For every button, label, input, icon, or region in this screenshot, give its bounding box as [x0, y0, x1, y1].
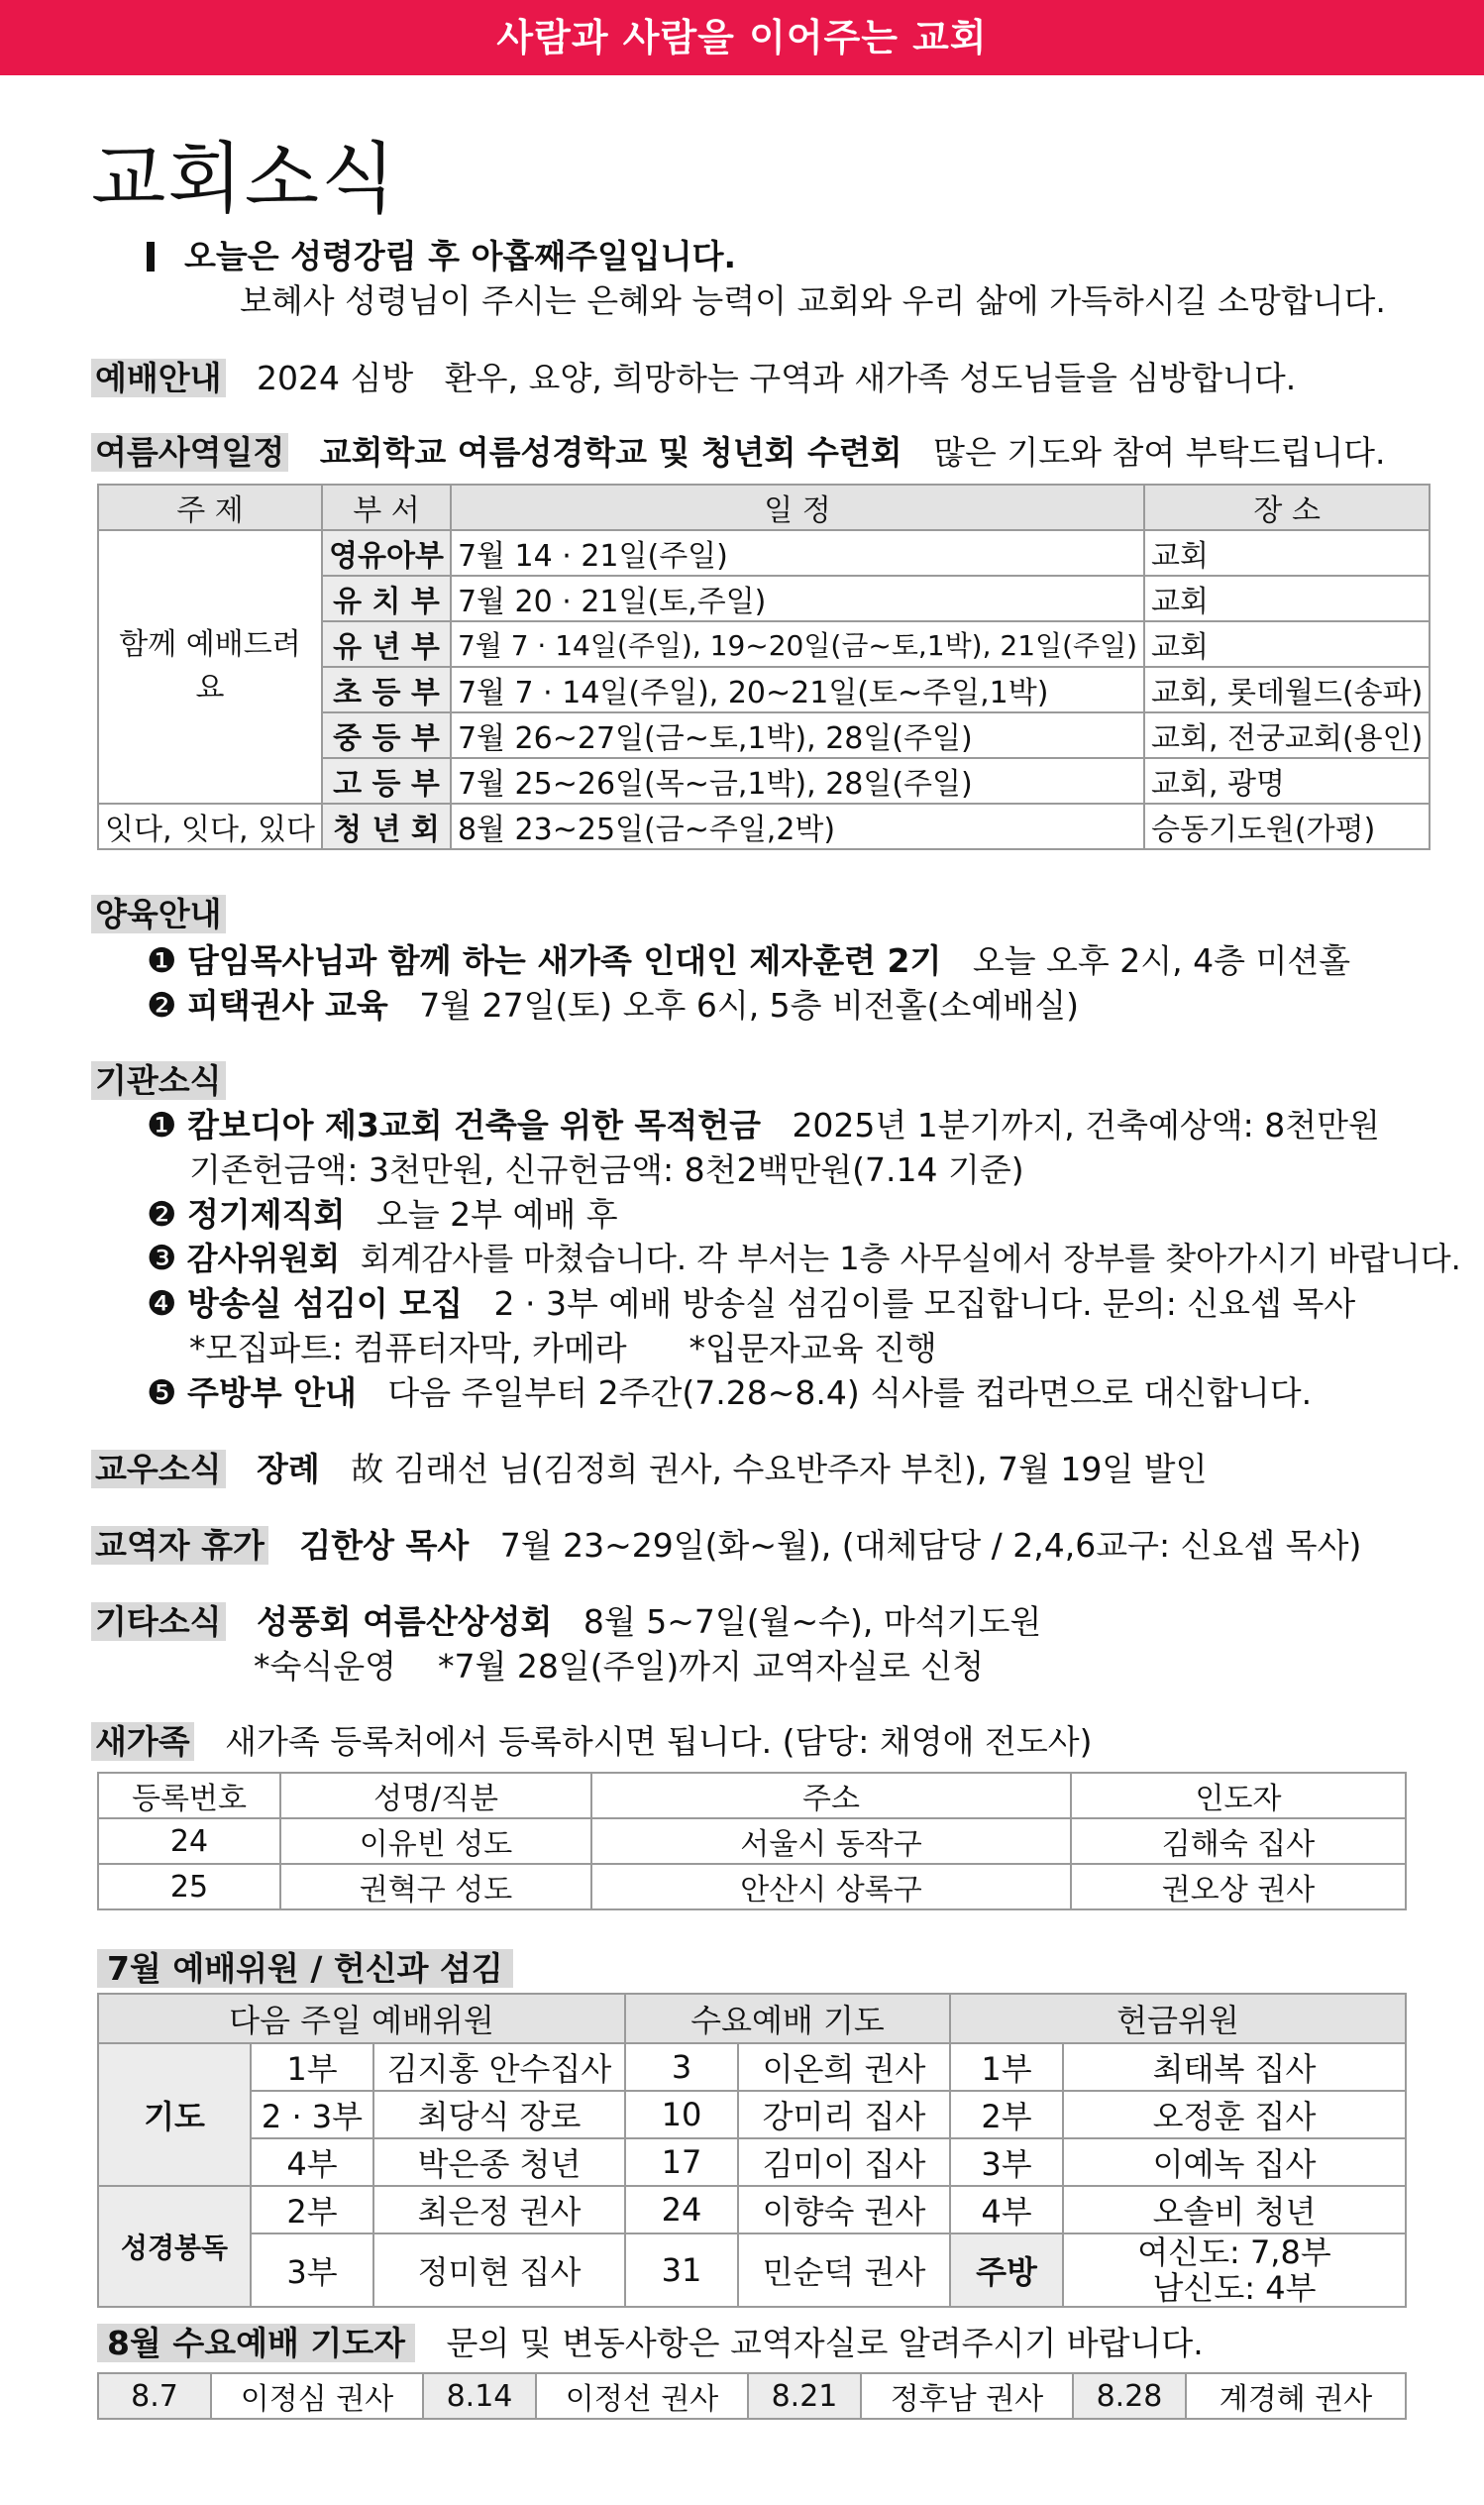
cell: 2부	[950, 2091, 1063, 2138]
etc-extra: *숙식운영 *7월 28일(주일)까지 교역자실로 신청	[254, 1647, 985, 1686]
org-item: ❹ 방송실 섬김이 모집 2 · 3부 예배 방송실 섬김이를 모집합니다. 문의: 신요셉 목사	[147, 1284, 1356, 1324]
cell: 박은종 청년	[373, 2138, 625, 2186]
place-cell: 교회	[1144, 530, 1430, 576]
cell: 최은정 권사	[373, 2186, 625, 2233]
schedule-cell: 7월 25~26일(목~금,1박), 28일(주일)	[451, 758, 1144, 804]
schedule-cell: 8월 23~25일(금~주일,2박)	[451, 804, 1144, 849]
cell: 1부	[251, 2043, 373, 2091]
table-row	[98, 1818, 1406, 1864]
cell: 24	[98, 1818, 280, 1864]
date-cell: 8.21	[748, 2373, 861, 2419]
org-item: ❷ 정기제직회 오늘 2부 예배 후	[147, 1195, 618, 1235]
schedule-cell: 7월 7 · 14일(주일), 19~20일(금~토,1박), 21일(주일)	[451, 621, 1144, 667]
cell: 3	[625, 2043, 738, 2091]
education-label: 양육안내	[91, 892, 1409, 936]
org-item-extra: *모집파트: 컴퓨터자막, 카메라 *입문자교육 진행	[189, 1329, 937, 1367]
page-title: 교회소식	[91, 135, 398, 224]
schedule-cell: 7월 7 · 14일(주일), 20~21일(토~주일,1박)	[451, 667, 1144, 712]
cell: 24	[625, 2186, 738, 2233]
top-banner: 사람과 사람을 이어주는 교회	[0, 0, 1484, 75]
kitchen-cell	[1063, 2233, 1406, 2307]
cell: 안산시 상록구	[591, 1864, 1071, 1909]
table-header-row	[98, 485, 1430, 530]
july-label: 7월 예배위원 / 헌신과 섬김	[97, 1946, 1415, 1991]
kitchen-label: 주방	[950, 2233, 1063, 2307]
cell: 3부	[251, 2233, 373, 2307]
cell: 최당식 장로	[373, 2091, 625, 2138]
cell: 이유빈 성도	[280, 1818, 591, 1864]
etc-notice: 기타소식 성풍회 여름산상성회 8월 5~7일(월~수), 마석기도원	[91, 1599, 1409, 1644]
dept-cell: 유 치 부	[322, 576, 451, 621]
header-guide: 인도자	[1071, 1773, 1406, 1818]
cell: 3부	[950, 2138, 1063, 2186]
org-item: ❶ 캄보디아 제3교회 건축을 위한 목적헌금 2025년 1분기까지, 건축예상액: 8천만원	[147, 1106, 1380, 1145]
cell: 권오상 권사	[1071, 1864, 1406, 1909]
header-theme: 주 제	[98, 485, 322, 530]
bullet-bar-icon	[147, 242, 155, 272]
cell: 17	[625, 2138, 738, 2186]
cell: 김해숙 집사	[1071, 1818, 1406, 1864]
table-row	[98, 2373, 1406, 2419]
dept-cell: 영유아부	[322, 530, 451, 576]
cell: 이예녹 집사	[1063, 2138, 1406, 2186]
newfamily-notice: 새가족 새가족 등록처에서 등록하시면 됩니다. (담당: 채영애 전도사)	[91, 1719, 1409, 1764]
org-item: ❸ 감사위원회 회계감사를 마쳤습니다. 각 부서는 1층 사무실에서 장부를 찾아가시기 바랍니다.	[147, 1239, 1461, 1278]
summer-schedule-table	[97, 484, 1431, 850]
header-dept: 부 서	[322, 485, 451, 530]
table-row	[98, 2186, 1406, 2233]
members-notice: 교우소식 장례 故 김래선 님(김정희 권사, 수요반주자 부친), 7월 19일 발인	[91, 1447, 1409, 1491]
header-schedule: 일 정	[451, 485, 1144, 530]
worship-notice: 예배안내 2024 심방 환우, 요양, 희망하는 구역과 새가족 성도님들을 심방합니다.	[91, 356, 1409, 400]
summer-notice: 여름사역일정 교회학교 여름성경학교 및 청년회 수련회 많은 기도와 참여 부탁드립니다.	[91, 430, 1409, 475]
intro-line1: 오늘은 성령강림 후 아홉째주일입니다.	[91, 234, 1409, 278]
schedule-cell: 7월 14 · 21일(주일)	[451, 530, 1144, 576]
header-wednesday: 수요예배 기도	[625, 1994, 950, 2043]
table-row	[98, 804, 1430, 849]
table-header-row	[98, 1994, 1406, 2043]
dept-cell: 초 등 부	[322, 667, 451, 712]
header-address: 주소	[591, 1773, 1071, 1818]
place-cell: 승동기도원(가평)	[1144, 804, 1430, 849]
name-cell: 정후남 권사	[861, 2373, 1073, 2419]
cell: 오정훈 집사	[1063, 2091, 1406, 2138]
place-cell: 교회, 광명	[1144, 758, 1430, 804]
org-item: ❺ 주방부 안내 다음 주일부터 2주간(7.28~8.4) 식사를 컵라면으로 대신합니다.	[147, 1373, 1313, 1413]
place-cell: 교회	[1144, 621, 1430, 667]
cell: 4부	[251, 2138, 373, 2186]
august-table	[97, 2372, 1407, 2420]
header-offering: 헌금위원	[950, 1994, 1406, 2043]
kitchen-women: 여신도: 7,8부	[1137, 2233, 1331, 2271]
july-committee-table	[97, 1993, 1407, 2308]
cell: 민순덕 권사	[738, 2233, 950, 2307]
table-row	[98, 1864, 1406, 1909]
intro-line2: 보혜사 성령님이 주시는 은혜와 능력이 교회와 우리 삶에 가득하시길 소망합니다.	[240, 281, 1386, 320]
dept-cell: 중 등 부	[322, 712, 451, 758]
schedule-cell: 7월 20 · 21일(토,주일)	[451, 576, 1144, 621]
date-cell: 8.14	[423, 2373, 536, 2419]
cell: 25	[98, 1864, 280, 1909]
cell: 강미리 집사	[738, 2091, 950, 2138]
prayer-label: 기도	[98, 2043, 251, 2186]
newfamily-table	[97, 1772, 1407, 1910]
dept-cell: 고 등 부	[322, 758, 451, 804]
dept-cell: 청 년 회	[322, 804, 451, 849]
kitchen-men: 남신도: 4부	[1152, 2269, 1317, 2307]
date-cell: 8.28	[1073, 2373, 1186, 2419]
cell: 1부	[950, 2043, 1063, 2091]
place-cell: 교회, 롯데월드(송파)	[1144, 667, 1430, 712]
schedule-cell: 7월 26~27일(금~토,1박), 28일(주일)	[451, 712, 1144, 758]
pastor-notice: 교역자 휴가 김한상 목사 7월 23~29일(화~월), (대체담당 / 2,4,6교구: 신요셉 목사)	[91, 1523, 1409, 1568]
org-item-extra: 기존헌금액: 3천만원, 신규헌금액: 8천2백만원(7.14 기준)	[189, 1150, 1024, 1189]
cell: 이향숙 권사	[738, 2186, 950, 2233]
cell: 31	[625, 2233, 738, 2307]
cell: 2부	[251, 2186, 373, 2233]
place-cell: 교회, 전궁교회(용인)	[1144, 712, 1430, 758]
cell: 오솔비 청년	[1063, 2186, 1406, 2233]
name-cell: 계경혜 권사	[1186, 2373, 1406, 2419]
cell: 정미현 집사	[373, 2233, 625, 2307]
name-cell: 이정선 권사	[536, 2373, 748, 2419]
place-cell: 교회	[1144, 576, 1430, 621]
cell: 김미이 집사	[738, 2138, 950, 2186]
name-cell: 이정심 권사	[211, 2373, 423, 2419]
table-row	[98, 2138, 1406, 2186]
theme-cell: 잇다, 잇다, 있다	[98, 804, 322, 849]
cell: 김지홍 안수집사	[373, 2043, 625, 2091]
table-row	[98, 2091, 1406, 2138]
date-cell: 8.7	[98, 2373, 211, 2419]
table-row	[98, 2233, 1406, 2307]
cell: 권혁구 성도	[280, 1864, 591, 1909]
cell: 2 · 3부	[251, 2091, 373, 2138]
cell: 이온희 권사	[738, 2043, 950, 2091]
august-notice: 8월 수요예배 기도자 문의 및 변동사항은 교역자실로 알려주시기 바랍니다.	[97, 2321, 1415, 2365]
cell: 서울시 동작구	[591, 1818, 1071, 1864]
education-item: ❶ 담임목사님과 함께 하는 새가족 인대인 제자훈련 2기 오늘 오후 2시, 4층 미션홀	[147, 941, 1351, 981]
org-label: 기관소식	[91, 1058, 1409, 1103]
dept-cell: 유 년 부	[322, 621, 451, 667]
header-place: 장 소	[1144, 485, 1430, 530]
table-header-row	[98, 1773, 1406, 1818]
table-row	[98, 530, 1430, 576]
header-number: 등록번호	[98, 1773, 280, 1818]
education-item: ❷ 피택권사 교육 7월 27일(토) 오후 6시, 5층 비전홀(소예배실)	[147, 986, 1079, 1026]
theme-cell: 함께 예배드려요	[98, 530, 322, 804]
cell: 최태복 집사	[1063, 2043, 1406, 2091]
table-row	[98, 2043, 1406, 2091]
reading-label: 성경봉독	[98, 2186, 251, 2307]
cell: 10	[625, 2091, 738, 2138]
cell: 4부	[950, 2186, 1063, 2233]
header-sunday: 다음 주일 예배위원	[98, 1994, 625, 2043]
header-name: 성명/직분	[280, 1773, 591, 1818]
